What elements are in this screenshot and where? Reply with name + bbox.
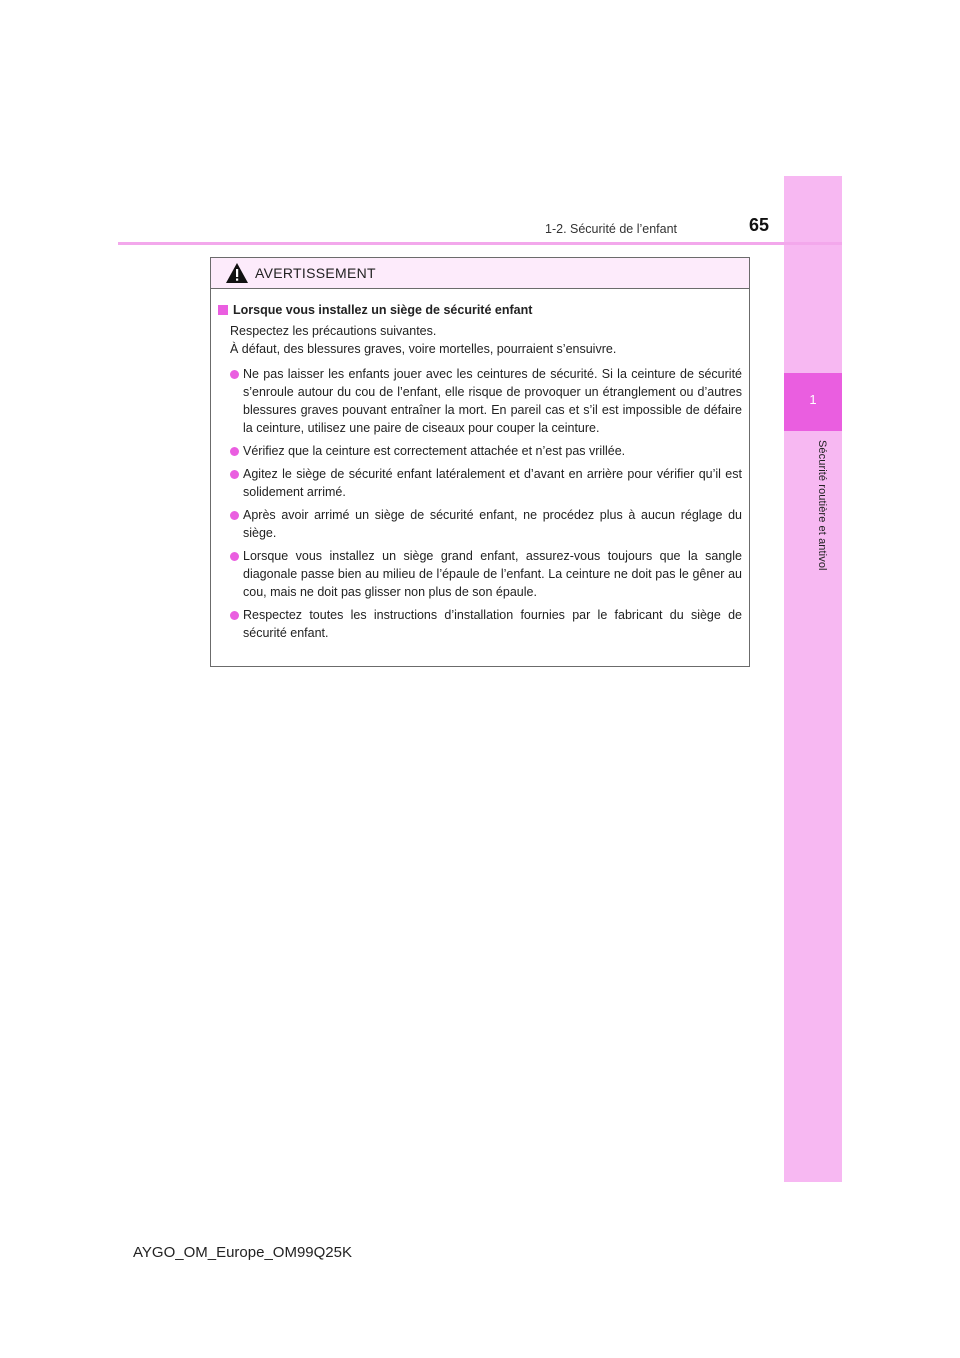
warning-intro-1: Respectez les précautions suivantes. bbox=[230, 324, 437, 338]
list-item bbox=[230, 465, 742, 501]
bullet-dot-icon bbox=[230, 511, 239, 520]
document-code: AYGO_OM_Europe_OM99Q25K bbox=[133, 1244, 352, 1261]
list-item-text: Vérifiez que la ceinture est correctement attachée et n’est pas vrillée. bbox=[243, 444, 626, 458]
list-item-text: Respectez toutes les instructions d’installation fournies par le fabricant du siège de sécurité enfant. bbox=[243, 608, 742, 640]
list-item-text: Agitez le siège de sécurité enfant latéralement et d’avant en arrière pour vérifier qu’il est solidement arrimé. bbox=[243, 467, 742, 499]
list-item bbox=[230, 547, 742, 601]
chapter-side-tab bbox=[784, 176, 842, 1182]
warning-triangle-icon bbox=[225, 262, 249, 284]
warning-list bbox=[218, 365, 742, 642]
list-item bbox=[230, 506, 742, 542]
header-divider bbox=[118, 242, 842, 245]
warning-body bbox=[211, 289, 749, 642]
chapter-title: Sécurité routière et antivol bbox=[816, 440, 828, 571]
warning-box bbox=[210, 257, 750, 667]
list-item-text: Ne pas laisser les enfants jouer avec les ceintures de sécurité. Si la ceinture de sécurité s’enroule autour du cou de l’enfant, elle risque de provoquer un étranglement ou d’autres blessures graves pouvant entraîner la mort. En pareil cas et s’il est impossible de défaire la ceinture, utilisez une paire de ciseaux pour couper la ceinture. bbox=[243, 367, 742, 435]
list-item bbox=[230, 365, 742, 437]
page-number: 65 bbox=[749, 215, 770, 235]
warning-intro-2: À défaut, des blessures graves, voire mortelles, pourraient s’ensuivre. bbox=[230, 342, 617, 356]
bullet-dot-icon bbox=[230, 370, 239, 379]
chapter-number: 1 bbox=[809, 392, 817, 407]
bullet-dot-icon bbox=[230, 447, 239, 456]
list-item bbox=[230, 442, 742, 460]
bullet-dot-icon bbox=[230, 552, 239, 561]
warning-heading-row bbox=[218, 301, 742, 319]
section-title: 1-2. Sécurité de l’enfant bbox=[545, 222, 678, 236]
list-item-text: Après avoir arrimé un siège de sécurité enfant, ne procédez plus à aucun réglage du siège. bbox=[243, 508, 742, 540]
bullet-dot-icon bbox=[230, 611, 239, 620]
warning-heading: Lorsque vous installez un siège de sécurité enfant bbox=[233, 303, 533, 317]
list-item bbox=[230, 606, 742, 642]
warning-label: AVERTISSEMENT bbox=[255, 265, 376, 281]
warning-header bbox=[211, 258, 749, 289]
square-bullet-icon bbox=[218, 305, 228, 315]
list-item-text: Lorsque vous installez un siège grand enfant, assurez-vous toujours que la sangle diagonale passe bien au milieu de l’épaule de l’enfant. La ceinture ne doit pas le gêner au cou, mais ne doit pas glisser non plus de son épaule. bbox=[243, 549, 742, 599]
bullet-dot-icon bbox=[230, 470, 239, 479]
